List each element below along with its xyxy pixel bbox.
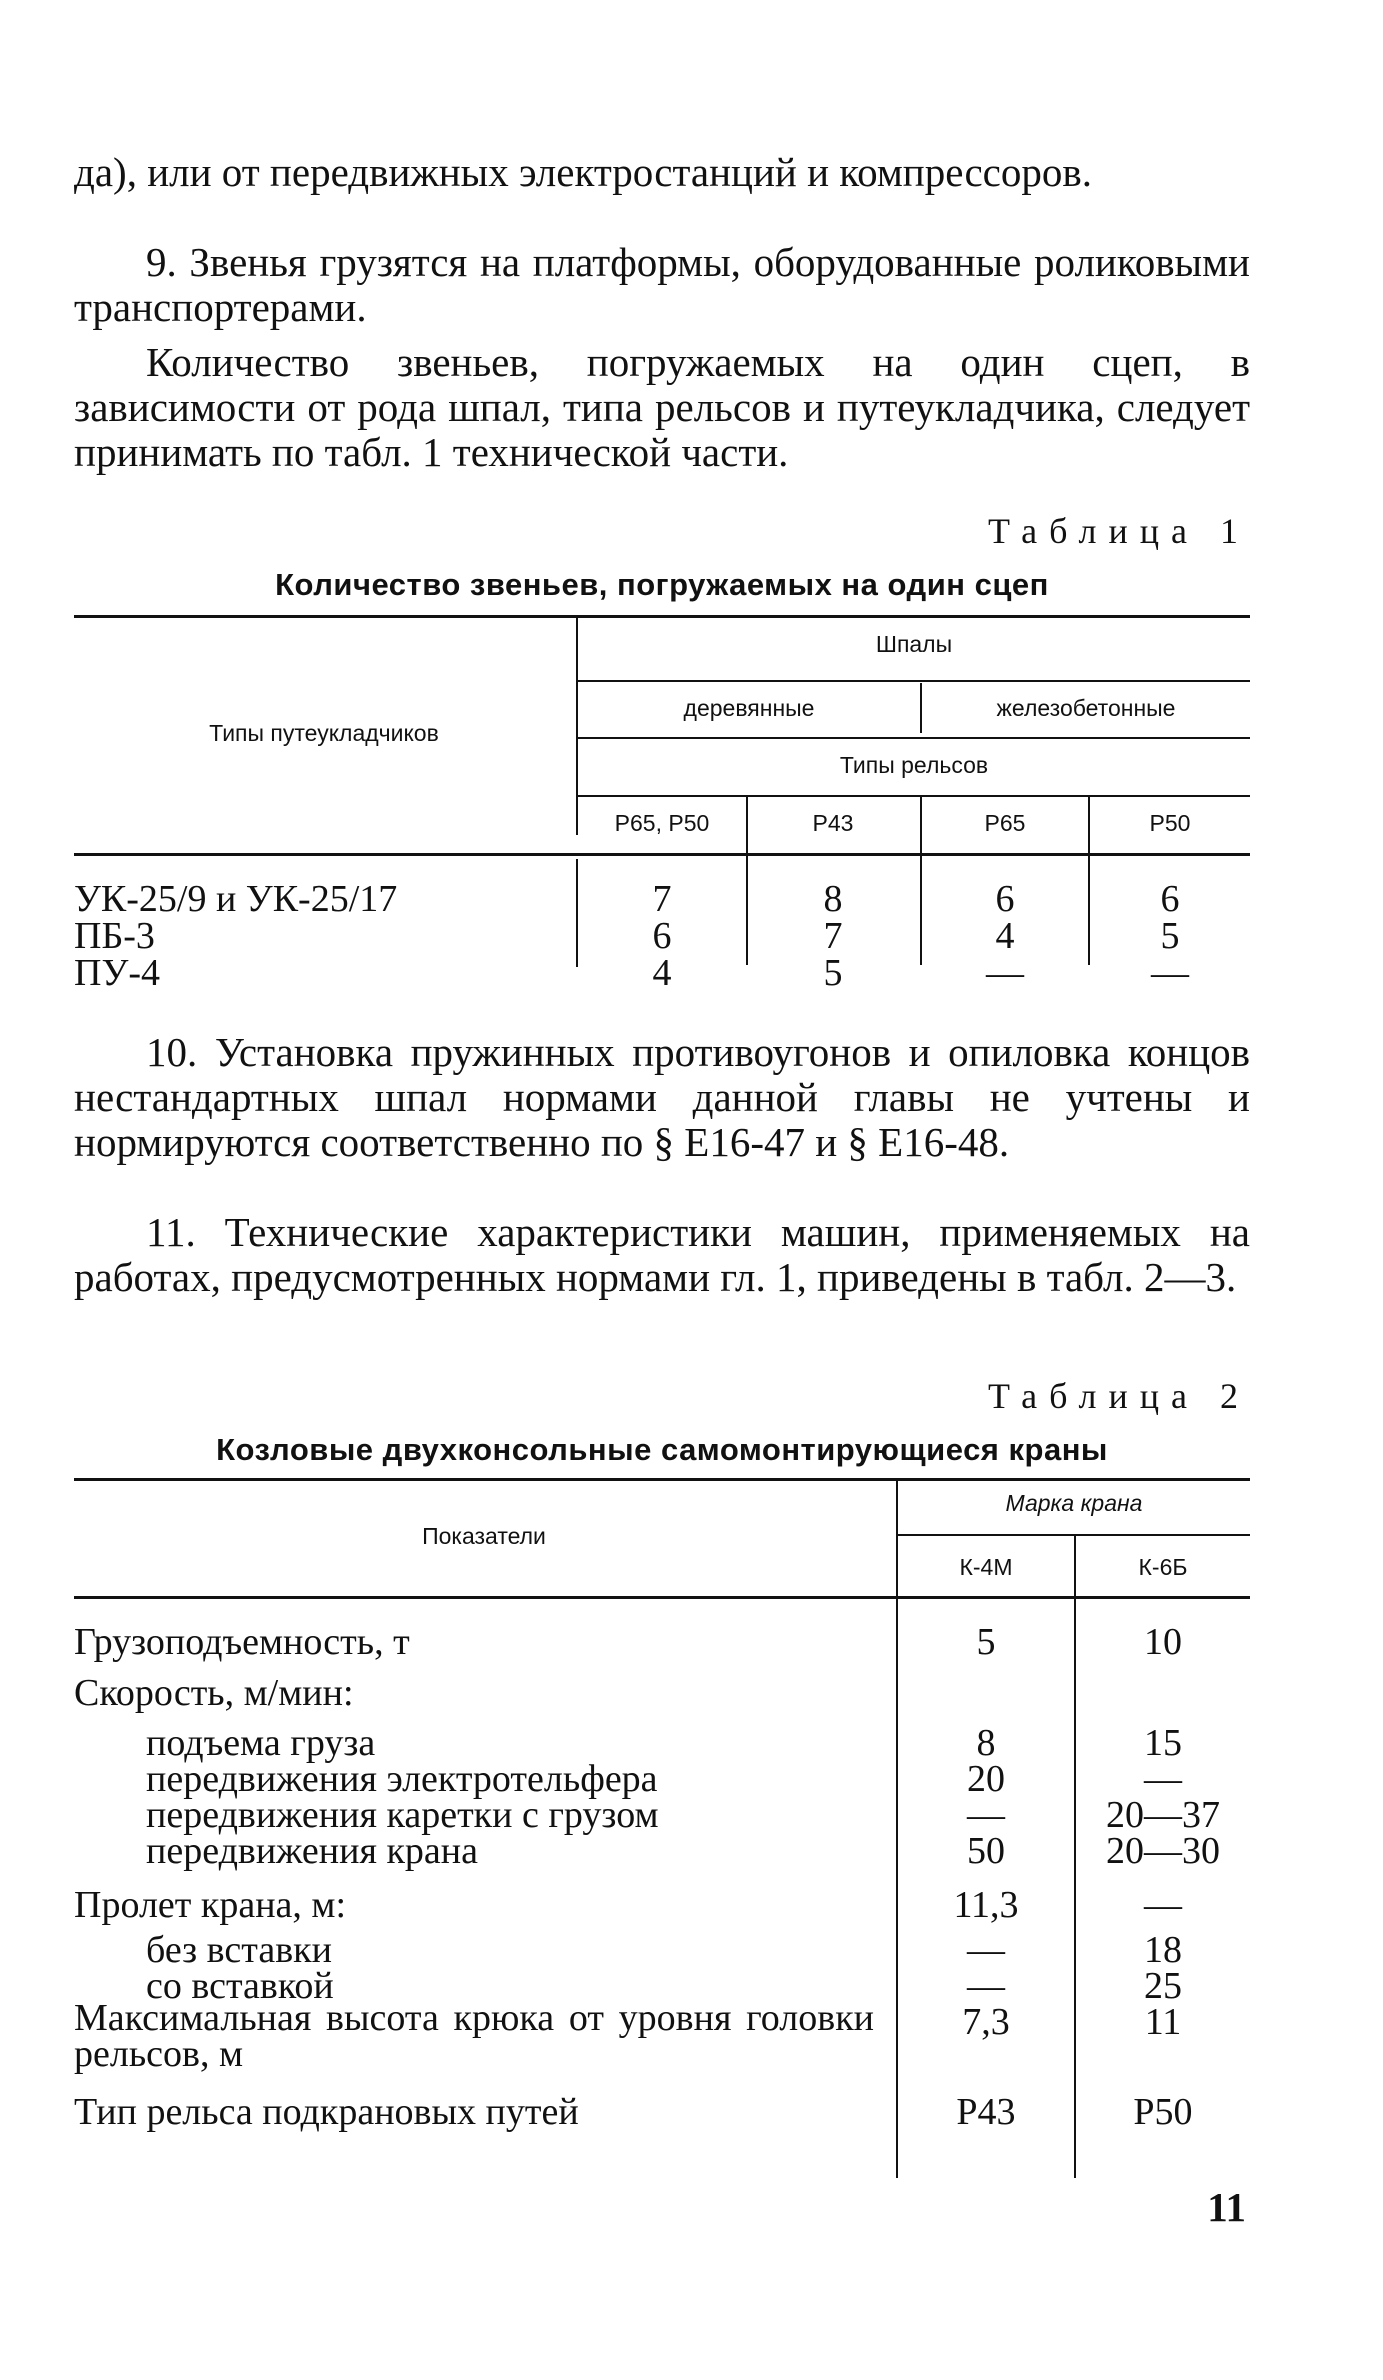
row-label: Пролет крана, м: [74,1884,347,1926]
table-cell: 5 [976,1621,996,1663]
paragraph-intro: да), или от передвижных электростанций и компрессоров. [74,149,1092,195]
table2-top-rule [74,1478,1250,1481]
row-label: со вставкой [146,1965,334,2007]
table1-rule [578,680,1250,682]
table-cell: — [986,952,1024,994]
table1 [74,615,1250,994]
row-label: подъема груза [146,1722,376,1764]
table-row [74,914,1250,957]
table2-col-header: К-4М [959,1554,1013,1580]
table-cell: 20—30 [1106,1830,1220,1872]
table-cell: 15 [1144,1722,1182,1764]
table1-caption: Таблица 1 [988,511,1250,551]
table1-rails-header: Типы рельсов [839,752,989,778]
table-cell: 8 [823,878,843,920]
table1-col-header: Р43 [812,810,854,836]
table-cell: 6 [995,878,1015,920]
table-cell: Р50 [1133,2091,1193,2133]
table1-wooden-header: деревянные [683,695,815,721]
row-label: ПБ-3 [74,915,155,957]
table2-title: Козловые двухконсольные самомонтирующиеся краны [216,1432,1108,1467]
paragraph-11: 11. Технические характеристики машин, применяемых на работах, предусмотренных нормами гл. 1, приведены в табл. 2—3. [74,1209,1250,1300]
row-label: без вставки [146,1929,332,1971]
table2-col-header: К-6Б [1138,1554,1188,1580]
table-cell: 4 [652,952,672,994]
table2 [74,1478,1250,2178]
paragraph-9: 9. Звенья грузятся на платформы, оборудованные роликовыми транспортерами. [74,239,1250,330]
table1-rule [578,795,1250,797]
table-cell: Р43 [956,2091,1016,2133]
table-cell: 50 [967,1830,1005,1872]
table1-concrete-header: железобетонные [996,695,1176,721]
table-cell: 4 [995,915,1015,957]
table-row [74,951,1250,994]
table1-group-header: Шпалы [875,631,953,657]
table-cell: 20—37 [1106,1794,1220,1836]
table-cell: 25 [1144,1965,1182,2007]
table-cell: — [967,1794,1005,1836]
table1-rowhead: Типы путеукладчиков [209,720,439,746]
table-cell: 6 [652,915,672,957]
table1-top-rule [74,615,1250,618]
table1-col-header: Р65, Р50 [614,810,710,836]
table-cell: 7 [823,915,843,957]
table1-col-header: Р65 [984,810,1026,836]
table-cell: 20 [967,1758,1005,1800]
table-cell: 11 [1144,2001,1182,2043]
page-number: 11 [1207,2184,1246,2230]
table-cell: 8 [976,1722,996,1764]
table-cell: 18 [1144,1929,1182,1971]
table2-group-header: Марка крана [1005,1490,1143,1516]
table2-caption: Таблица 2 [988,1376,1250,1416]
table-cell: 7 [652,878,672,920]
table-cell: — [967,1929,1005,1971]
paragraph-quantity: Количество звеньев, погружаемых на один сцеп, в зависимости от рода шпал, типа рельсов и путеукладчика, следует принимать по табл. 1 технической части. [74,339,1250,475]
row-label: Тип рельса подкрановых путей [74,2091,579,2133]
row-label: УК-25/9 и УК-25/17 [74,878,398,920]
table2-rowhead: Показатели [422,1523,546,1549]
table1-header-bottom-rule [74,853,1250,856]
table-cell: — [1151,952,1189,994]
table-cell: — [1144,1758,1182,1800]
table-row [74,877,1250,920]
row-label: Грузоподъемность, т [74,1621,410,1663]
table1-title: Количество звеньев, погружаемых на один сцеп [275,567,1049,602]
table-cell: 11,3 [953,1884,1019,1926]
row-label: передвижения каретки с грузом [146,1794,659,1836]
table-cell: — [967,1965,1005,2007]
table2-header-bottom-rule [74,1596,1250,1599]
table1-rule [578,737,1250,739]
table-cell: 5 [823,952,843,994]
table-cell: 10 [1144,1621,1182,1663]
table1-col-header: Р50 [1149,810,1191,836]
row-label: Скорость, м/мин: [74,1672,354,1714]
row-label: передвижения электротельфера [146,1758,658,1800]
paragraph-10: 10. Установка пружинных противоугонов и опиловка концов нестандартных шпал нормами данной главы не учтены и нормируются соответственно по § Е16-47 и § Е16-48. [74,1029,1250,1165]
table-cell: 7,3 [962,2001,1010,2043]
row-label: Максимальная высота крюка от уровня головки рельсов, м [74,1997,874,2075]
row-label: ПУ-4 [74,952,161,994]
table-cell: — [1144,1884,1182,1926]
table-cell: 5 [1160,915,1180,957]
table-cell: 6 [1160,878,1180,920]
row-label: передвижения крана [146,1830,478,1872]
